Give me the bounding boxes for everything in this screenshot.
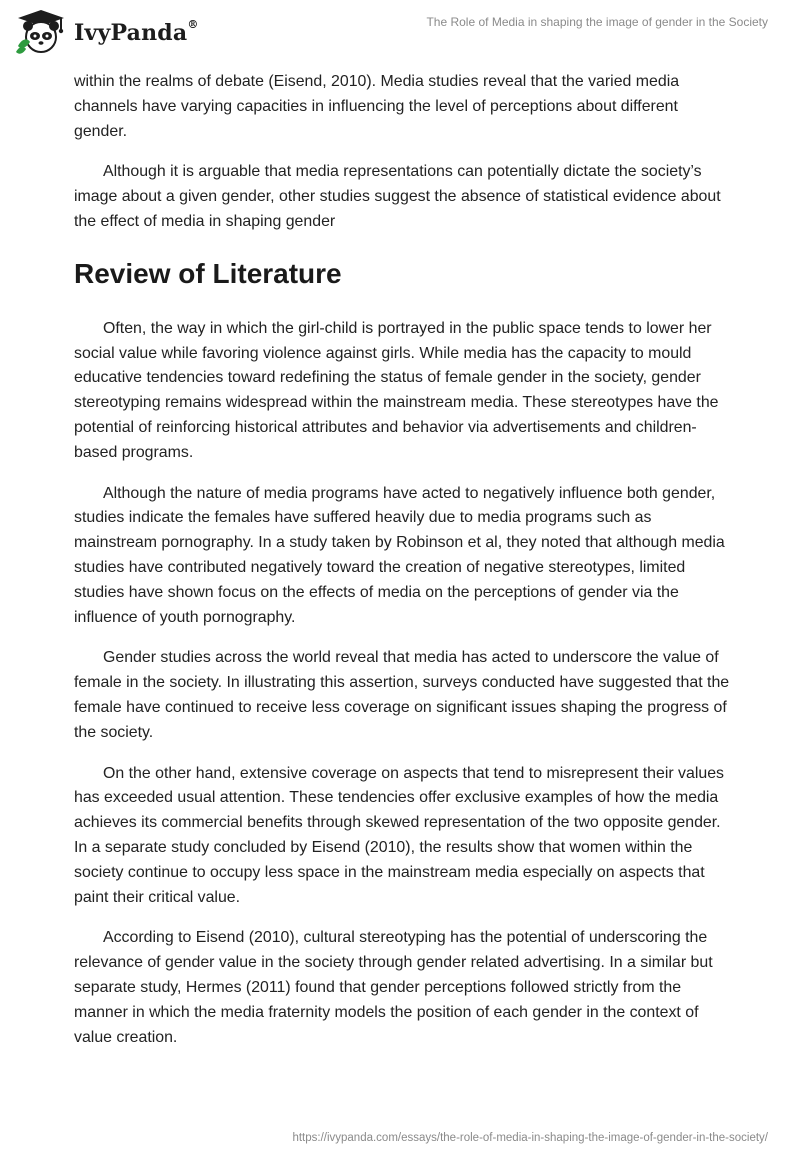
section-heading: Review of Literature xyxy=(74,257,342,289)
paragraph: Although it is arguable that media representations can potentially dictate the society’s image about a given gender, other studies suggest the absence of statistical evidence about the effect of media in shaping gender xyxy=(74,163,721,230)
ivypanda-logo[interactable] xyxy=(14,8,199,56)
paragraph: On the other hand, extensive coverage on aspects that tend to misrepresent their values has exceeded usual attention. These tendencies offer exclusive examples of how the media achieves its commercial benefits through skewed representation of the two opposite gender. In a separate study concluded by Eisend (2010), the results show that women within the society continue to occupy less space in the mainstream media especially on aspects that paint their critical value. xyxy=(74,764,724,906)
paragraph: Although the nature of media programs have acted to negatively influence both gender, studies indicate the females have suffered heavily due to media programs such as mainstream pornography. In a study taken by Robinson et al, they noted that although media studies have contributed negatively toward the creation of negative stereotypes, limited studies have shown focus on the effects of media on the perceptions of gender via the influence of youth pornography. xyxy=(74,484,725,626)
registered-mark: ® xyxy=(187,18,199,31)
paragraph: Often, the way in which the girl-child is portrayed in the public space tends to lower her social value while favoring violence against girls. While media has the capacity to mould educative tendencies toward redefining the status of female gender in the society, gender stereotyping remains widespread within the mainstream media. These stereotypes have the potential of reinforcing historical attributes and behavior via advertisements and children-based programs. xyxy=(74,319,719,461)
essay-body xyxy=(74,70,734,1066)
panda-graduate-icon xyxy=(14,8,68,56)
paragraph: Gender studies across the world reveal that media has acted to underscore the value of female in the society. In illustrating this assertion, surveys conducted have suggested that the female have continued to receive less coverage on significant issues shaping the progress of the society. xyxy=(74,649,730,741)
paragraph: According to Eisend (2010), cultural stereotyping has the potential of underscoring the relevance of gender value in the society through gender related advertising. In a similar but separate study, Hermes (2011) found that gender perceptions followed strictly from the manner in which the media fraternity models the position of each gender in the context of value creation. xyxy=(74,929,713,1046)
document-title: The Role of Media in shaping the image of gender in the Society xyxy=(426,15,768,29)
page-header xyxy=(0,0,800,62)
brand-name: IvyPanda® xyxy=(74,18,199,46)
paragraph: within the realms of debate (Eisend, 2010). Media studies reveal that the varied media channels have varying capacities in influencing the level of perceptions about different gender. xyxy=(74,73,680,140)
source-url[interactable]: https://ivypanda.com/essays/the-role-of-media-in-shaping-the-image-of-gender-in-the-society/ xyxy=(292,1132,768,1144)
